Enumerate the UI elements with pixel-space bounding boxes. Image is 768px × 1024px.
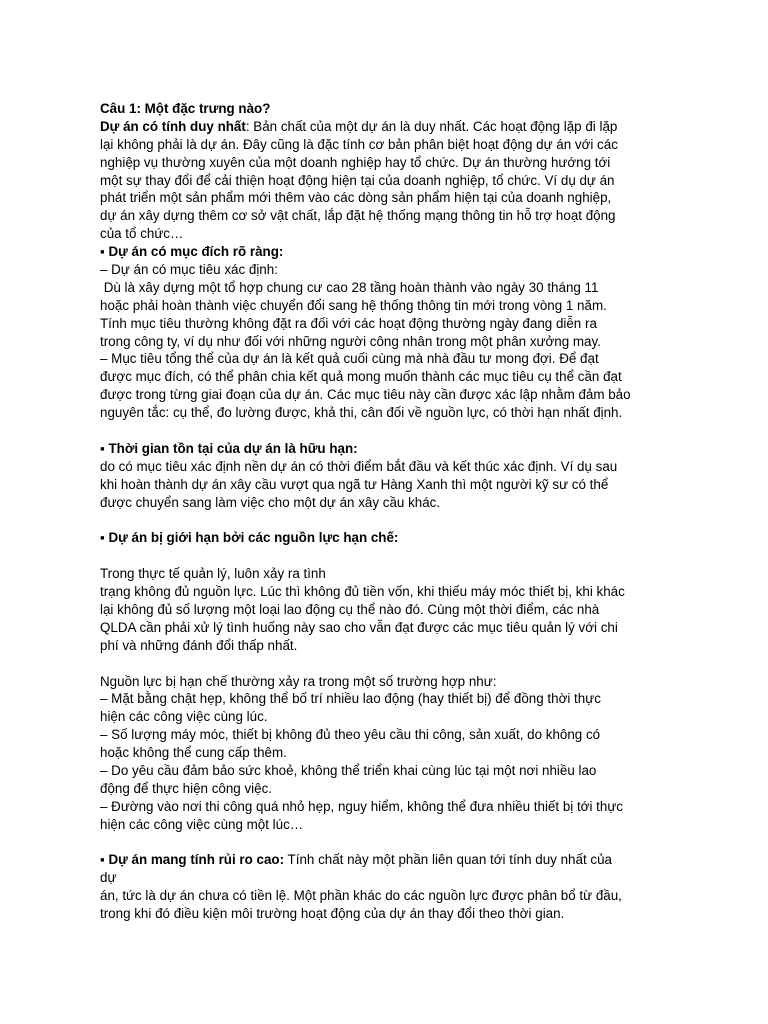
paragraph-line: – Mục tiêu tổng thể của dự án là kết quả cuối cùng mà nhà đầu tư mong đợi. Để đạt — [100, 351, 599, 367]
paragraph-line: lại không phải là dự án. Đây cũng là đặc tính cơ bản phân biệt hoạt động dự án với các — [100, 136, 618, 152]
paragraph-line: – Số lượng máy móc, thiết bị không đủ theo yêu cầu thi công, sản xuất, do không có — [100, 727, 601, 743]
paragraph-line: lại không đủ số lượng một loại lao động cụ thể nào đó. Cùng một thời điểm, các nhà — [100, 601, 600, 617]
paragraph-line: khi hoàn thành dự án xây cầu vượt qua ngã tư Hàng Xanh thì một người kỹ sư có thể — [100, 476, 609, 492]
paragraph-line: một sự thay đổi để cải thiện hoạt động hiện tại của doanh nghiệp, tổ chức. Ví dụ dự án — [100, 172, 615, 188]
paragraph-line: phí và những đánh đổi thấp nhất. — [100, 637, 298, 653]
spacer — [100, 511, 672, 529]
paragraph-line: hiện các công việc cùng lúc. — [100, 709, 268, 725]
paragraph-line: được trong từng giai đoạn của dự án. Các mục tiêu này cần được xác lập nhằm đảm bảo — [100, 387, 631, 403]
paragraph-line: – Mặt bằng chật hẹp, không thể bố trí nhiều lao động (hay thiết bị) để đồng thời thực — [100, 691, 601, 707]
paragraph-line: Tính chất này một phần liên quan tới tính duy nhất của — [284, 852, 612, 868]
paragraph-line: dự án xây dựng thêm cơ sở vật chất, lắp đặt hệ thống mạng thông tin hỗ trợ hoạt động — [100, 208, 616, 224]
paragraph-line: : Bản chất của một dự án là duy nhất. Các hoạt động lặp đi lặp — [245, 118, 618, 134]
spacer — [100, 834, 672, 852]
paragraph-line: được mục đích, có thể phân chia kết quả mong muốn thành các mục tiêu cụ thể cần đạt — [100, 369, 622, 385]
paragraph-line: trạng không đủ nguồn lực. Lúc thì không đủ tiền vốn, khi thiếu máy móc thiết bị, khi khác — [100, 584, 625, 600]
section-unique — [100, 118, 672, 243]
paragraph-line: Nguồn lực bị hạn chế thường xảy ra trong một số trường hợp như: — [100, 673, 497, 689]
section-purpose — [100, 243, 672, 422]
paragraph-line: – Dự án có mục tiêu xác định: — [100, 262, 278, 278]
paragraph-line: hoặc không thể cung cấp thêm. — [100, 745, 287, 761]
paragraph-line: – Do yêu cầu đảm bảo sức khoẻ, không thể triển khai cùng lúc tại một nơi nhiều lao — [100, 762, 597, 778]
paragraph-line: động để thực hiện công việc. — [100, 780, 272, 796]
paragraph-line: QLDA cần phải xử lý tình huống này sao cho vẫn đạt được các mục tiêu quản lý với chi — [100, 619, 618, 635]
section-purpose-title: ▪ Dự án có mục đích rõ ràng: — [100, 244, 284, 260]
paragraph-line: nguyên tắc: cụ thể, đo lường được, khả thi, cân đối về nguồn lực, có thời hạn nhất định. — [100, 405, 623, 421]
paragraph-line: hoặc phải hoàn thành việc chuyển đổi sang hệ thống thông tin mới trong vòng 1 năm. — [100, 297, 607, 313]
spacer — [100, 547, 672, 565]
spacer — [100, 422, 672, 440]
section-duration — [100, 440, 672, 512]
section-risk-title: ▪ Dự án mang tính rủi ro cao: — [100, 852, 285, 868]
paragraph-line: nghiệp vụ thường xuyên của một doanh nghiệp hay tổ chức. Dự án thường hướng tới — [100, 154, 611, 170]
paragraph-line: trong công ty, ví dụ như đối với những người công nhân trong một phân xưởng may. — [100, 333, 601, 349]
document-body — [100, 100, 672, 923]
section-risk — [100, 851, 672, 923]
paragraph-line: án, tức là dự án chưa có tiền lệ. Một phần khác do các nguồn lực được phân bổ từ đầu, — [100, 888, 622, 904]
section-duration-title: ▪ Thời gian tồn tại của dự án là hữu hạn: — [100, 440, 358, 456]
paragraph-line: Dù là xây dựng một tổ hợp chung cư cao 28 tầng hoàn thành vào ngày 30 tháng 11 — [100, 279, 599, 295]
section-resources — [100, 529, 672, 833]
paragraph-line: Trong thực tế quản lý, luôn xảy ra tình — [100, 566, 326, 582]
paragraph-line: do có mục tiêu xác định nền dự án có thời điểm bắt đầu và kết thúc xác định. Ví dụ sau — [100, 458, 618, 474]
paragraph-line: của tổ chức… — [100, 226, 184, 242]
spacer — [100, 655, 672, 673]
section-resources-title: ▪ Dự án bị giới hạn bởi các nguồn lực hạn chế: — [100, 530, 399, 546]
paragraph-line: – Đường vào nơi thi công quá nhỏ hẹp, nguy hiểm, không thể đưa nhiều thiết bị tới thực — [100, 798, 623, 814]
paragraph-line: phát triển một sản phẩm mới thêm vào các dòng sản phẩm hiện tại của doanh nghiệp, — [100, 190, 612, 206]
question-heading: Câu 1: Một đặc trưng nào? — [100, 101, 271, 116]
paragraph-line: được chuyển sang làm việc cho một dự án xây cầu khác. — [100, 494, 441, 510]
paragraph-line: dự — [100, 870, 117, 886]
paragraph-line: hiện các công việc cùng một lúc… — [100, 816, 304, 832]
section-unique-title: Dự án có tính duy nhất — [100, 118, 246, 134]
paragraph-line: Tính mục tiêu thường không đặt ra đối với các hoạt động thường ngày đang diễn ra — [100, 315, 597, 331]
paragraph-line: trong khi đó điều kiện môi trường hoạt động của dự án thay đổi theo thời gian. — [100, 906, 565, 922]
